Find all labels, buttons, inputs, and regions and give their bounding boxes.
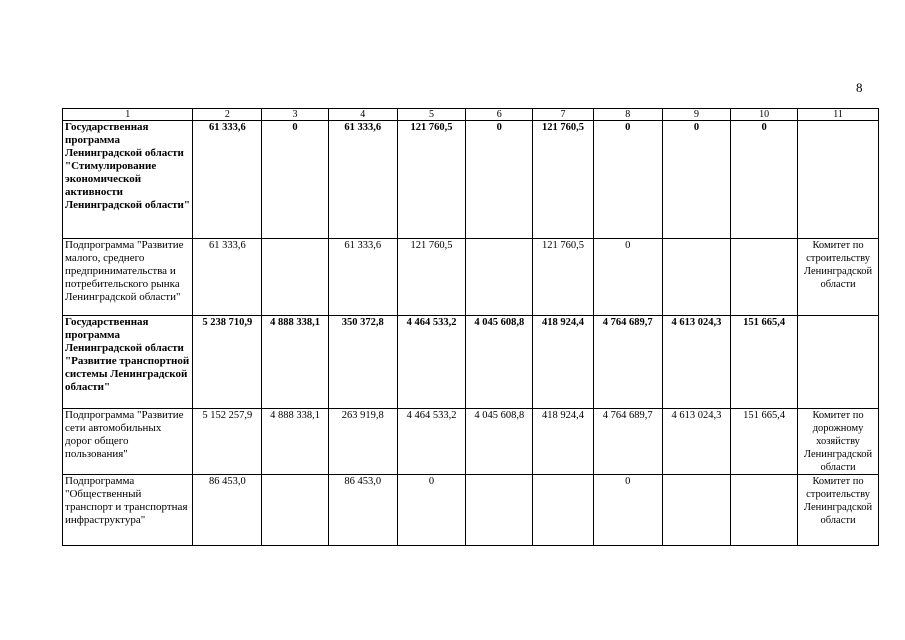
cell-total: 61 333,6	[193, 239, 262, 316]
cell-value	[662, 239, 731, 316]
cell-value: 121 760,5	[397, 239, 466, 316]
executor-cell	[798, 316, 879, 409]
table-row	[63, 409, 879, 475]
cell-value: 4 464 533,2	[397, 409, 466, 475]
cell-value: 350 372,8	[328, 316, 397, 409]
cell-value: 4 888 338,1	[262, 409, 329, 475]
subprogram-name: Подпрограмма "Развитие малого, среднего предпринимательства и потребительского рынка Ленинградской области"	[63, 239, 193, 316]
cell-value: 0	[593, 239, 662, 316]
cell-value: 4 888 338,1	[262, 316, 329, 409]
table-row	[63, 316, 879, 409]
cell-value: 418 924,4	[533, 409, 594, 475]
cell-value: 0	[397, 475, 466, 546]
column-header: 2	[193, 109, 262, 121]
column-header: 11	[798, 109, 879, 121]
column-header: 4	[328, 109, 397, 121]
cell-value: 4 764 689,7	[593, 409, 662, 475]
subprogram-name: Подпрограмма "Развитие сети автомобильных дорог общего пользования"	[63, 409, 193, 475]
cell-value: 121 760,5	[397, 121, 466, 239]
cell-total: 86 453,0	[193, 475, 262, 546]
program-name: Государственная программа Ленинградской области "Развитие транспортной системы Ленинградской области"	[63, 316, 193, 409]
cell-value: 263 919,8	[328, 409, 397, 475]
column-header: 3	[262, 109, 329, 121]
cell-total: 61 333,6	[193, 121, 262, 239]
cell-value: 4 045 608,8	[466, 316, 533, 409]
executor-cell: Комитет по строительству Ленинградской области	[798, 475, 879, 546]
table-row	[63, 475, 879, 546]
cell-value: 0	[662, 121, 731, 239]
cell-total: 5 238 710,9	[193, 316, 262, 409]
table-row	[63, 121, 879, 239]
executor-cell: Комитет по строительству Ленинградской области	[798, 239, 879, 316]
cell-value	[662, 475, 731, 546]
cell-value	[731, 475, 798, 546]
cell-value	[466, 475, 533, 546]
cell-value: 4 613 024,3	[662, 409, 731, 475]
cell-value	[262, 239, 329, 316]
cell-value: 4 613 024,3	[662, 316, 731, 409]
cell-value	[731, 239, 798, 316]
cell-value: 4 045 608,8	[466, 409, 533, 475]
cell-value: 121 760,5	[533, 239, 594, 316]
column-header: 8	[593, 109, 662, 121]
table-row	[63, 239, 879, 316]
cell-value: 0	[466, 121, 533, 239]
cell-value: 0	[262, 121, 329, 239]
cell-value: 61 333,6	[328, 121, 397, 239]
cell-total: 5 152 257,9	[193, 409, 262, 475]
cell-value: 86 453,0	[328, 475, 397, 546]
column-header: 5	[397, 109, 466, 121]
header-row	[63, 109, 879, 121]
cell-value: 0	[593, 475, 662, 546]
executor-cell	[798, 121, 879, 239]
column-header: 1	[63, 109, 193, 121]
cell-value	[466, 239, 533, 316]
cell-value	[262, 475, 329, 546]
column-header: 10	[731, 109, 798, 121]
column-header: 6	[466, 109, 533, 121]
program-name: Государственная программа Ленинградской области "Стимулирование экономической активности Ленинградской области"	[63, 121, 193, 239]
cell-value	[533, 475, 594, 546]
cell-value: 151 665,4	[731, 316, 798, 409]
executor-cell: Комитет по дорожному хозяйству Ленинградской области	[798, 409, 879, 475]
column-header: 7	[533, 109, 594, 121]
cell-value: 121 760,5	[533, 121, 594, 239]
cell-value: 418 924,4	[533, 316, 594, 409]
cell-value: 151 665,4	[731, 409, 798, 475]
cell-value: 0	[731, 121, 798, 239]
cell-value: 0	[593, 121, 662, 239]
budget-table	[62, 108, 879, 546]
subprogram-name: Подпрограмма "Общественный транспорт и транспортная инфраструктура"	[63, 475, 193, 546]
column-header: 9	[662, 109, 731, 121]
cell-value: 4 464 533,2	[397, 316, 466, 409]
cell-value: 4 764 689,7	[593, 316, 662, 409]
page-number: 8	[856, 80, 863, 95]
cell-value: 61 333,6	[328, 239, 397, 316]
